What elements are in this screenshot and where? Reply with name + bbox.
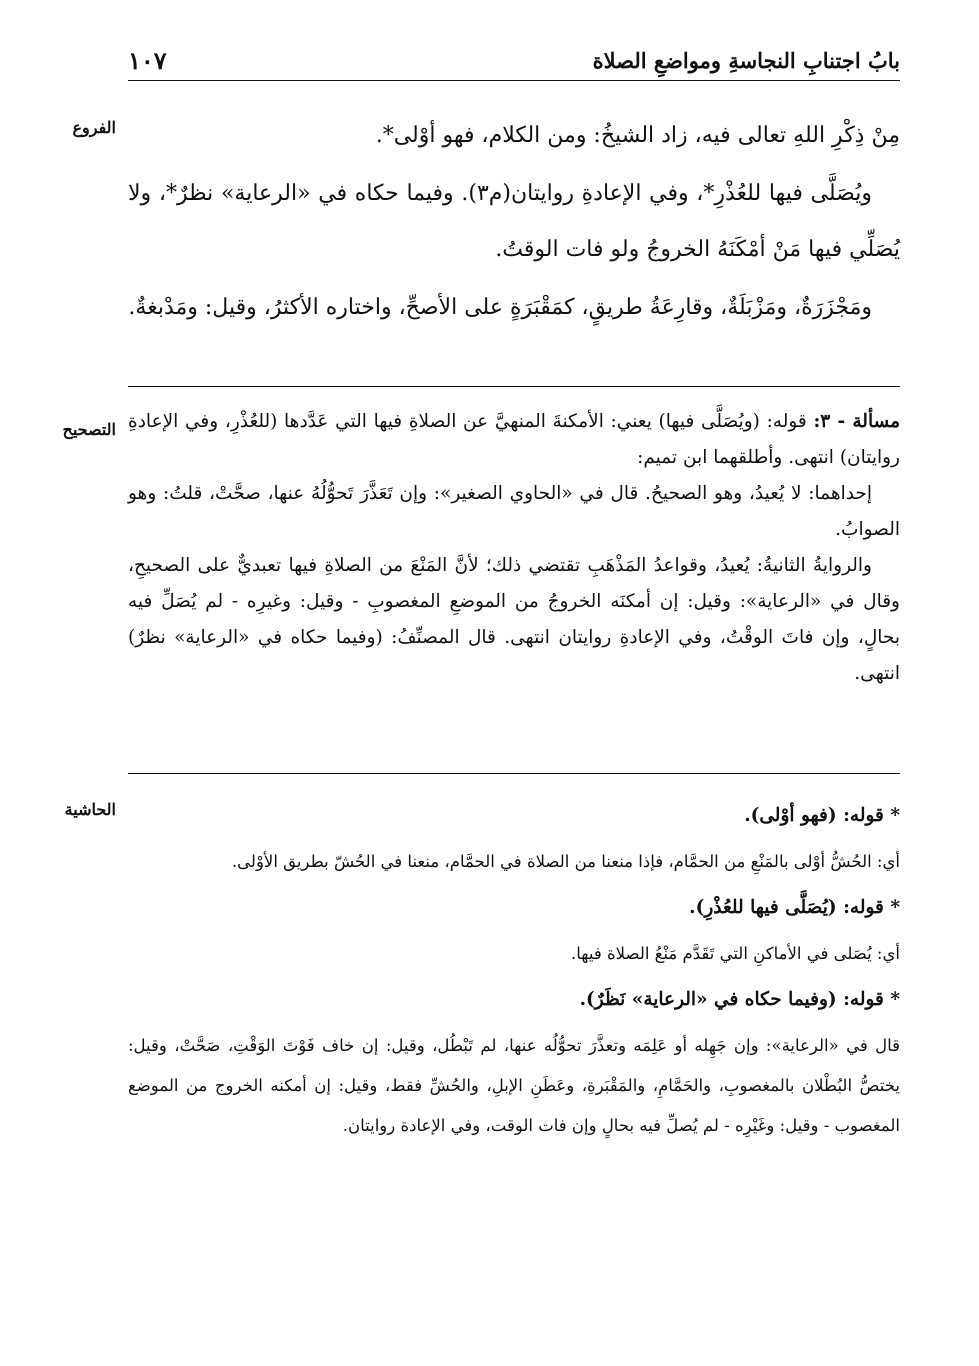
running-header — [128, 40, 900, 81]
asterisk-marker: * — [890, 897, 900, 918]
furu-paragraph-3: ومَجْزَرَةٌ، ومَزْبَلَةٌ، وقارِعَةُ طريقٍ، كمَقْبَرَةٍ على الأصحِّ، واختاره الأكثرُ، وقيل: ومَدْبغةٌ. — [128, 295, 872, 320]
section-label-tashih: التصحيح — [62, 420, 116, 439]
tashih-paragraph-3: والروايةُ الثانيةُ: يُعيدُ، وقواعدُ المَذْهَبِ تقتضي ذلك؛ لأنَّ المَنْعَ من الصلاةِ فيها تعبديٌّ على الصحيحِ، وقال في «الرعاية»: وقيل: إن أمكنَه الخروجُ من الموضعِ المغصوبِ - وقيل: وغيرِه - لم يُصَلِّ فيه بحالٍ، وإن فاتَ الوقْتُ، وفي الإعادةِ روايتان انتهى. قال المصنِّفُ: (وفيما حكاه في «الرعاية» نظرٌ) انتهى. — [128, 555, 900, 684]
furu-section — [128, 108, 900, 338]
asterisk-marker: * — [890, 989, 900, 1010]
hashiya-heading-2-text: قوله: (يُصَلَّى فيها للعُذْرِ). — [689, 897, 884, 918]
hashiya-body-1: أي: الحُشُّ أوْلى بالمَنْعِ من الحمَّام، فإذا منعنا من الصلاة في الحمَّام، منعنا في الحُشّ بطريق الأوْلى. — [231, 852, 900, 871]
furu-paragraph-2: ويُصَلَّى فيها للعُذْرِ*، وفي الإعادةِ روايتان(م٣). وفيما حكاه في «الرعاية» نظرٌ*، ولا يُصَلِّي فيها مَنْ أمْكَنَهُ الخروجُ ولو فات الوقتُ. — [128, 181, 900, 262]
hashiya-body-2: أي: يُصَلى في الأماكنِ التي تَقَدَّم مَنْعُ الصلاة فيها. — [571, 944, 900, 963]
hashiya-heading-1 — [128, 796, 900, 836]
section-label-hashiya: الحاشية — [64, 800, 116, 819]
hashiya-body-3: قال في «الرعاية»: وإن جَهِله أو عَلِمَه وتعذَّرَ تحوُّلُه عنها، لم تَبْطُل، وقيل: إن خاف فَوْتَ الوَقْتِ، صَحَّتْ، وقيل: يختصُّ البُطْلان بالمغصوبِ، والحَمَّامِ، والمَقْبَرةِ، وعَطَنِ الإبلِ، والحُشِّ فقط، وقيل: إن أمكنه الخروج من الموضع المغصوب - وقيل: وغَيْرِه - لم يُصلِّ فيه بحالٍ وإن فات الوقت، وفي الإعادة روايتان. — [128, 1036, 900, 1135]
issue-number: مسألة - ٣: — [813, 411, 900, 432]
tashih-section — [128, 404, 900, 692]
section-divider-2 — [128, 773, 900, 774]
section-divider-1 — [128, 386, 900, 387]
hashiya-heading-3 — [128, 980, 900, 1020]
tashih-paragraph-2: إحداهما: لا يُعيدُ، وهو الصحيحُ. قال في «الحاوي الصغير»: وإن تَعَذَّرَ تَحوُّلُهُ عنها، صحَّتْ، قلتُ: وهو الصوابُ. — [128, 483, 900, 540]
tashih-paragraph-1-text: قوله: (ويُصَلَّى فيها) يعني: الأمكنةَ المنهيَّ عن الصلاةِ فيها التي عَدَّدها (للعُذْرِ، وفي الإعادةِ روايتان) انتهى. وأطلقهما ابن تميم: — [128, 411, 900, 468]
page-number: ١٠٧ — [128, 45, 167, 75]
tashih-paragraph-1 — [128, 404, 900, 476]
hashiya-heading-3-text: قوله: (وفيما حكاه في «الرعاية» نَظَرٌ). — [579, 989, 884, 1010]
hashiya-section — [128, 796, 900, 1152]
hashiya-heading-1-text: قوله: (فهو أوْلى). — [744, 805, 884, 826]
furu-paragraph-1: مِنْ ذِكْرِ اللهِ تعالى فيه، زاد الشيخُ: ومن الكلام، فهو أوْلى*. — [375, 123, 900, 148]
chapter-title: بابُ اجتنابِ النجاسةِ ومواضعِ الصلاة — [592, 47, 900, 73]
asterisk-marker: * — [890, 805, 900, 826]
hashiya-heading-2 — [128, 888, 900, 928]
section-label-furu: الفروع — [72, 118, 116, 137]
